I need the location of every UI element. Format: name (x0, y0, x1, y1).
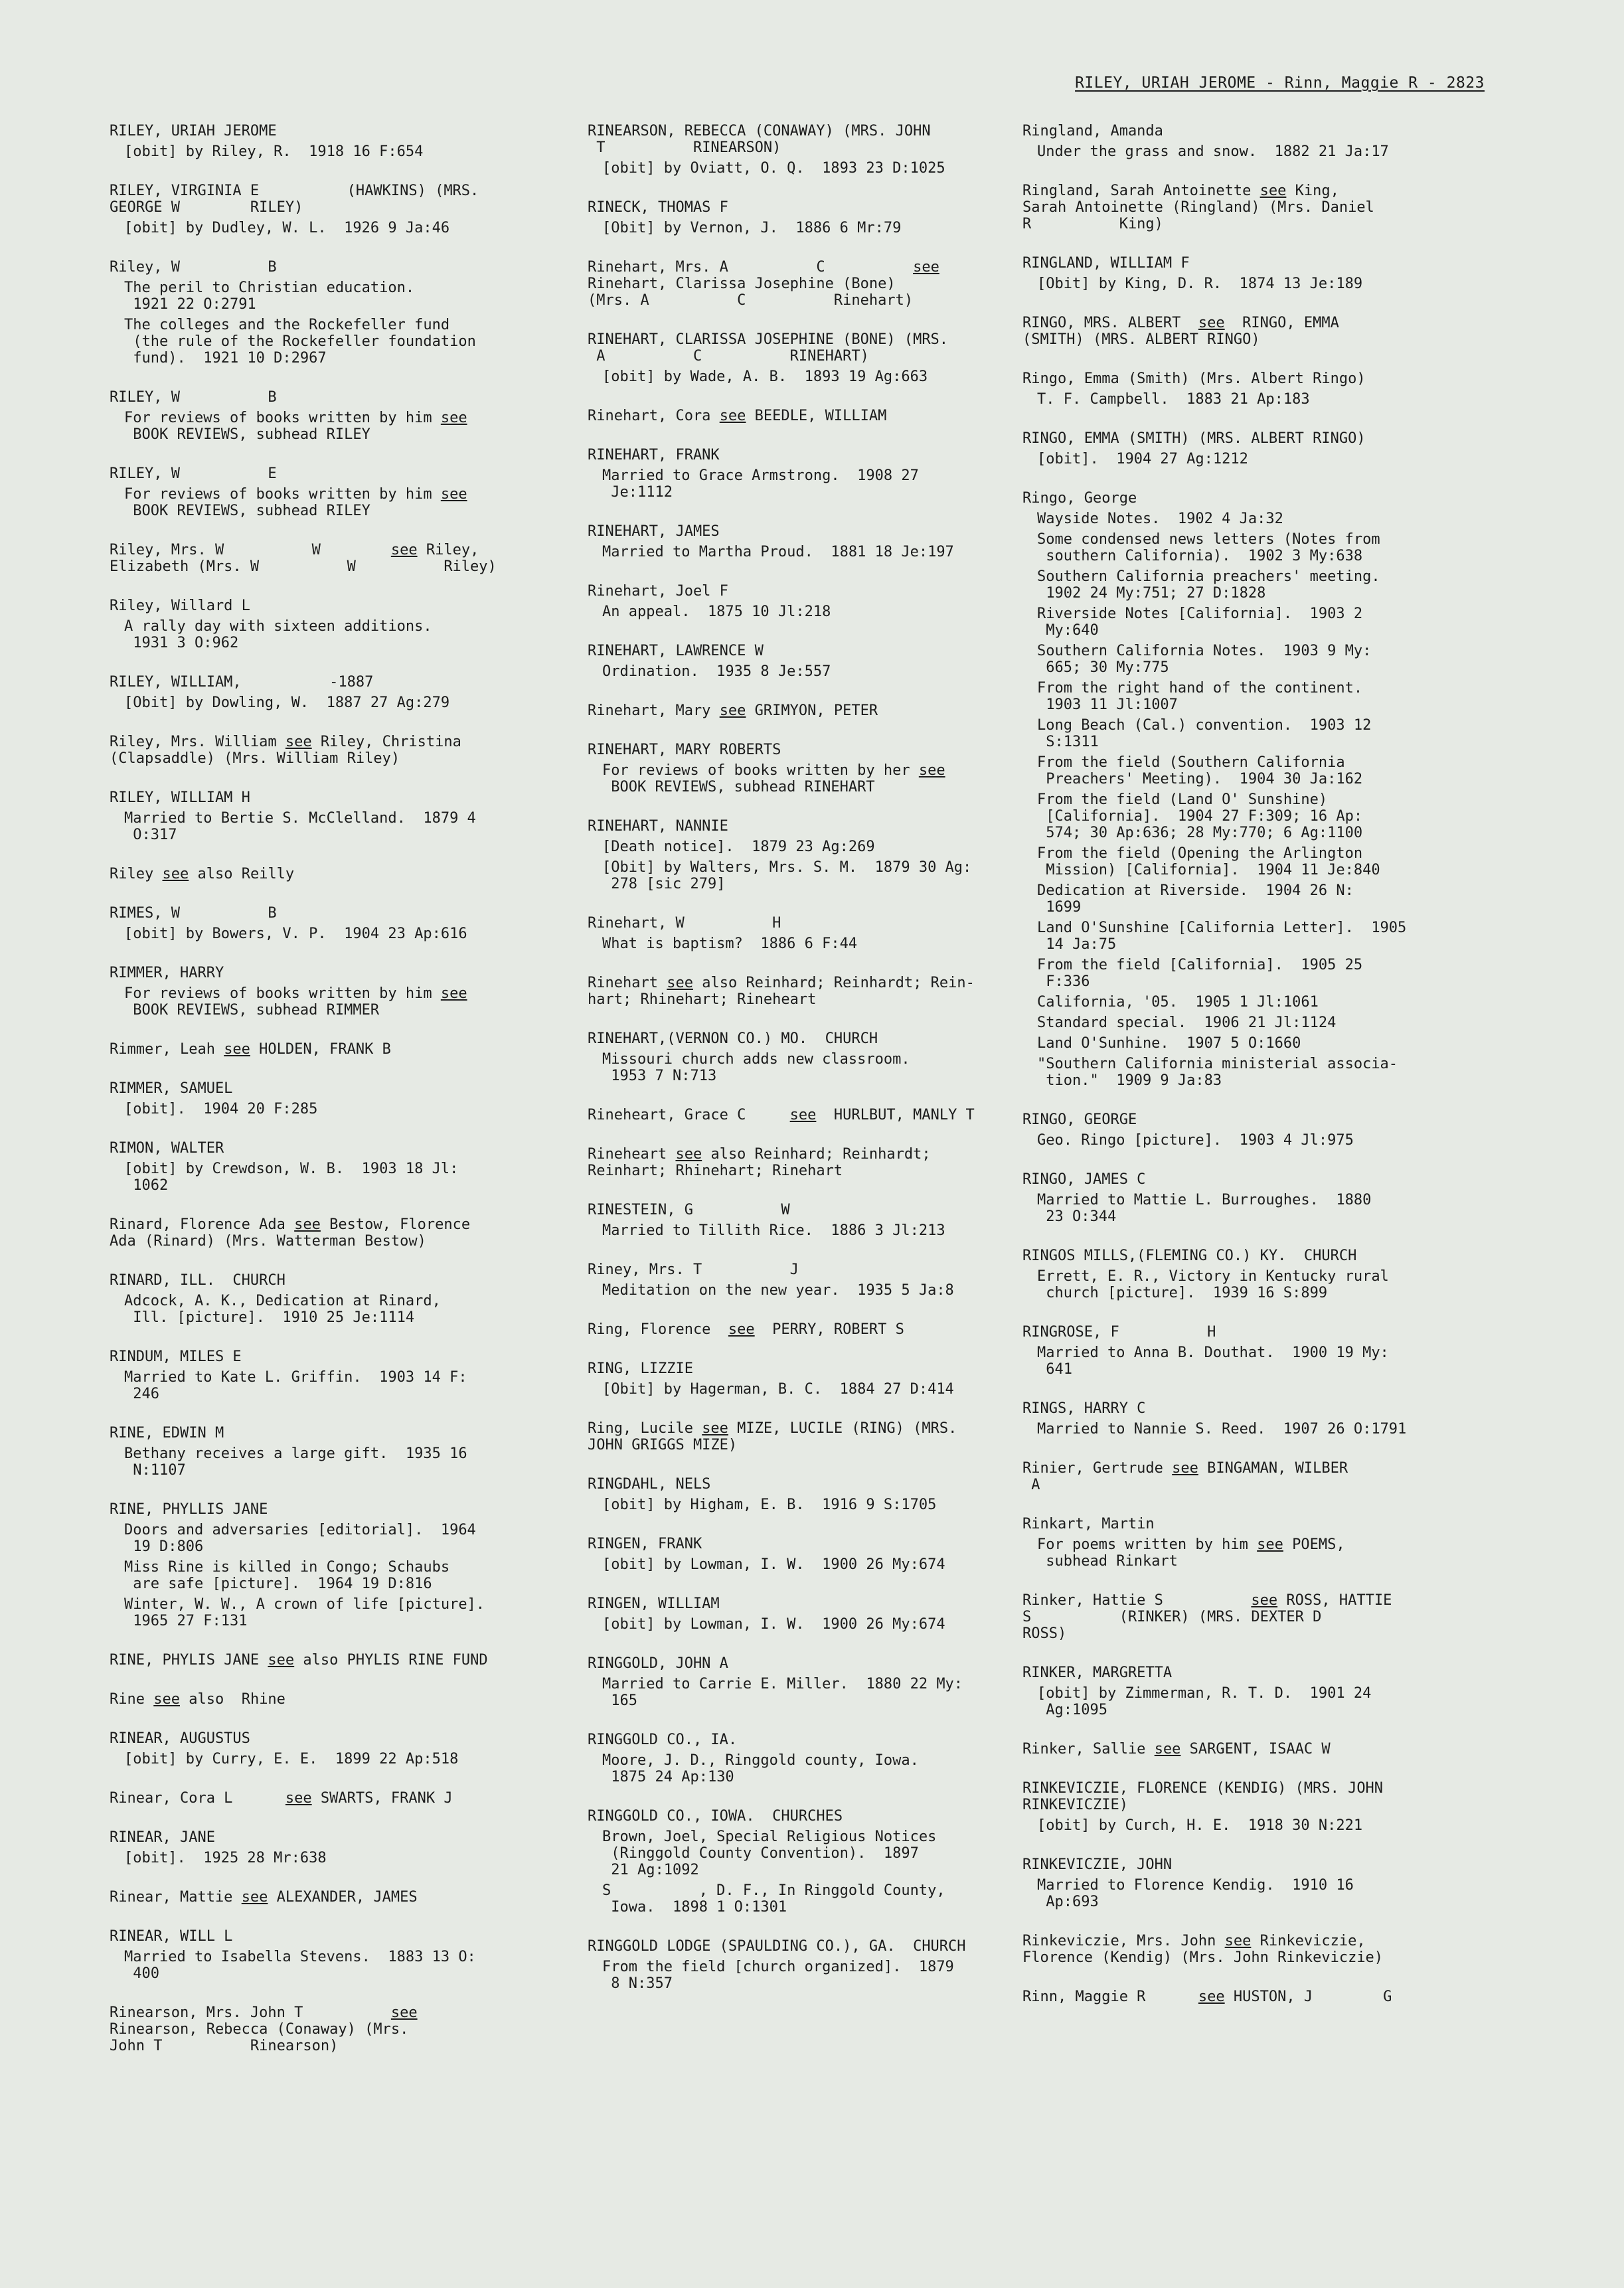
entry-citation: From the right hand of the continent. 1903 11 Jl:1007 (1037, 680, 1363, 713)
entry-citation: [obit] by Dudley, W. L. 1926 9 Ja:46 (124, 220, 450, 236)
index-entry (1022, 1933, 1447, 1966)
entry-heading: RINGO, GEORGE (1022, 1111, 1137, 1128)
entry-citation: Doors and adversaries [editorial]. 1964 19 D:806 (124, 1522, 476, 1555)
entry-citation: From the field (Land O' Sunshine) [California]. 1904 27 F:309; 16 Ap: 574; 30 Ap:636; 28 My:770; 6 Ag:1100 (1037, 791, 1363, 841)
entry-citation: [obit] by Bowers, V. P. 1904 23 Ap:616 (124, 926, 467, 942)
entry-citation: From the field [California]. 1905 25 F:336 (1037, 957, 1363, 990)
index-entry (1022, 1856, 1447, 1910)
index-entry (110, 1216, 534, 1250)
index-entry (588, 1420, 1013, 1453)
entry-heading: RING, LIZZIE (588, 1360, 693, 1377)
entry-heading: Riney, Mrs. T J (588, 1262, 799, 1278)
index-entry (588, 447, 1013, 501)
see-reference: see (918, 762, 945, 779)
entry-heading: RINGO, JAMES C (1022, 1171, 1146, 1188)
entry-heading: Rinehart, Joel F (588, 583, 728, 600)
index-entry (588, 1655, 1013, 1709)
index-entry (1022, 1171, 1447, 1225)
entry-heading: RIMMER, HARRY (110, 965, 224, 981)
entry-heading: Rimmer, Leah see HOLDEN, FRANK B (110, 1041, 391, 1058)
column-3 (1022, 123, 1447, 2028)
running-header: RILEY, URIAH JEROME - Rinn, Maggie R - 2823 (1075, 74, 1485, 92)
entry-heading: RILEY, URIAH JEROME (110, 123, 277, 139)
entry-heading: RINE, PHYLIS JANE see also PHYLIS RINE FUND (110, 1652, 488, 1669)
entry-heading: RINGDAHL, NELS (588, 1476, 711, 1493)
index-entry (588, 331, 1013, 385)
entry-citation: An appeal. 1875 10 Jl:218 (602, 604, 831, 620)
entry-citation: Bethany receives a large gift. 1935 16 N:1107 (124, 1445, 467, 1479)
entry-heading: RINGS, HARRY C (1022, 1400, 1146, 1417)
entry-citation: [obit] by Higham, E. B. 1916 9 S:1705 (602, 1497, 937, 1513)
entry-citation: Married to Isabella Stevens. 1883 13 O: 400 (124, 1949, 476, 1982)
entry-heading: RINEHART, JAMES (588, 523, 720, 540)
entry-citation: Land O'Sunhine. 1907 5 O:1660 (1037, 1035, 1301, 1052)
entry-citation: Adcock, A. K., Dedication at Rinard, Ill. [picture]. 1910 25 Je:1114 (124, 1293, 441, 1326)
entry-heading: RILEY, VIRGINIA E (HAWKINS) (MRS. GEORGE W RILEY) (110, 183, 479, 216)
entry-citation: Meditation on the new year. 1935 5 Ja:8 (602, 1282, 954, 1299)
index-entry (588, 1536, 1013, 1573)
entry-heading: RILEY, WILLIAM H (110, 789, 250, 806)
see-reference: see (390, 542, 418, 558)
entry-citation: [Obit] by Vernon, J. 1886 6 Mr:79 (602, 220, 902, 236)
index-entry (588, 742, 1013, 795)
see-reference: see (294, 1216, 321, 1233)
entry-heading: RIMES, W B (110, 905, 277, 922)
entry-citation: [Obit] by King, D. R. 1874 13 Je:189 (1037, 276, 1363, 292)
entry-heading: Riley, Mrs. W W see Riley, Elizabeth (Mrs. W W Riley) (110, 542, 497, 575)
entry-citation: Married to Florence Kendig. 1910 16 Ap:693 (1037, 1877, 1354, 1910)
index-entry (1022, 1516, 1447, 1570)
entry-citation: For reviews of books written by him see BOOK REVIEWS, subhead RIMMER (124, 985, 467, 1019)
index-entry (110, 1691, 534, 1708)
see-reference: see (702, 1420, 728, 1437)
index-entry (588, 199, 1013, 236)
entry-heading: RINKER, MARGRETTA (1022, 1665, 1173, 1681)
index-entry (588, 1107, 1013, 1123)
entry-citation: Married to Tillith Rice. 1886 3 Jl:213 (602, 1222, 945, 1239)
entry-citation: Errett, E. R., Victory in Kentucky rural church [picture]. 1939 16 S:899 (1037, 1268, 1389, 1301)
index-entry (588, 975, 1013, 1008)
index-entry (1022, 1592, 1447, 1642)
entry-heading: RINGLAND, WILLIAM F (1022, 255, 1190, 272)
entry-heading: Riley, Willard L (110, 598, 250, 614)
index-entry (1022, 430, 1447, 467)
entry-heading: Rineheart see also Reinhard; Reinhardt; Reinhart; Rhinehart; Rinehart (588, 1146, 931, 1179)
entry-heading: Ringland, Sarah Antoinette see King, Sarah Antoinette (Ringland) (Mrs. Daniel R King) (1022, 183, 1374, 232)
index-entry (1022, 1741, 1447, 1757)
index-entry (1022, 315, 1447, 348)
see-reference: see (789, 1107, 817, 1123)
entry-citation: What is baptism? 1886 6 F:44 (602, 936, 858, 952)
entry-citation: Miss Rine is killed in Congo; Schaubs are safe [picture]. 1964 19 D:816 (124, 1559, 450, 1592)
entry-citation: [Death notice]. 1879 23 Ag:269 (602, 839, 875, 855)
see-reference: see (285, 734, 312, 750)
entry-heading: RINGGOLD CO., IA. (588, 1732, 738, 1748)
entry-heading: RINGEN, FRANK (588, 1536, 702, 1552)
entry-citation: Southern California preachers' meeting. 1902 24 My:751; 27 D:1828 (1037, 568, 1380, 602)
index-entry (110, 1140, 534, 1194)
index-entry (110, 734, 534, 767)
entry-heading: RINEARSON, REBECCA (CONAWAY) (MRS. JOHN T RINEARSON) (588, 123, 931, 156)
entry-heading: Rinehart, Mrs. A C see Rinehart, Clarissa Josephine (Bone) (Mrs. A C Rinehart) (588, 259, 939, 309)
index-entry (110, 1790, 534, 1807)
entry-heading: RINESTEIN, G W (588, 1202, 790, 1218)
entry-citation: Married to Anna B. Douthat. 1900 19 My: 641 (1037, 1345, 1389, 1378)
entry-heading: Rineheart, Grace C see HURLBUT, MANLY T (588, 1107, 975, 1123)
entry-citation: Married to Bertie S. McClelland. 1879 4 O:317 (124, 810, 476, 843)
index-entry (110, 789, 534, 843)
index-entry (588, 1476, 1013, 1513)
entry-heading: RINGGOLD CO., IOWA. CHURCHES (588, 1808, 843, 1825)
index-entry (110, 1080, 534, 1117)
entry-citation: [obit]. 1904 20 F:285 (124, 1101, 318, 1117)
entry-citation: [obit] by Wade, A. B. 1893 19 Ag:663 (602, 368, 928, 385)
entry-citation: [obit]. 1904 27 Ag:1212 (1037, 451, 1248, 467)
index-entry (1022, 1324, 1447, 1378)
entry-heading: RINGO, MRS. ALBERT see RINGO, EMMA (SMITH) (MRS. ALBERT RINGO) (1022, 315, 1339, 348)
entry-heading: RINGGOLD LODGE (SPAULDING CO.), GA. CHURCH (588, 1938, 966, 1955)
entry-heading: RINEHART,(VERNON CO.) MO. CHURCH (588, 1030, 878, 1047)
entry-citation: Married to Martha Proud. 1881 18 Je:197 (602, 544, 954, 560)
index-entry (1022, 1989, 1447, 2005)
entry-heading: RIMON, WALTER (110, 1140, 224, 1157)
entry-heading: Rinehart, Cora see BEEDLE, WILLIAM (588, 408, 887, 424)
see-reference: see (1224, 1933, 1252, 1949)
entry-heading: Rinear, Mattie see ALEXANDER, JAMES (110, 1889, 418, 1906)
entry-heading: RINEHART, FRANK (588, 447, 720, 463)
index-entry (1022, 1248, 1447, 1301)
entry-citation: For reviews of books written by her see BOOK REVIEWS, subhead RINEHART (602, 762, 945, 795)
see-reference: see (1251, 1592, 1278, 1609)
see-reference: see (719, 408, 746, 424)
index-entry (1022, 183, 1447, 232)
entry-citation: [obit]. 1925 28 Mr:638 (124, 1850, 327, 1866)
entry-heading: RINEAR, AUGUSTUS (110, 1730, 250, 1747)
index-entry (588, 1938, 1013, 1992)
entry-citation: [Obit] by Hagerman, B. C. 1884 27 D:414 (602, 1381, 954, 1398)
index-entry (588, 1202, 1013, 1239)
index-entry (1022, 490, 1447, 1089)
see-reference: see (268, 1652, 295, 1669)
index-entry (588, 1321, 1013, 1338)
entry-citation: Land O'Sunshine [California Letter]. 1905 14 Ja:75 (1037, 920, 1407, 953)
entry-citation: Standard special. 1906 21 Jl:1124 (1037, 1015, 1337, 1031)
see-reference: see (1154, 1741, 1181, 1757)
entry-citation: [Obit] by Dowling, W. 1887 27 Ag:279 (124, 695, 450, 711)
index-entry (110, 1829, 534, 1866)
see-reference: see (913, 259, 939, 276)
see-reference: see (1172, 1460, 1198, 1477)
see-reference: see (1198, 315, 1225, 331)
entry-citation: Married to Grace Armstrong. 1908 27 Je:1112 (602, 467, 919, 501)
entry-citation: The colleges and the Rockefeller fund (the rule of the Rockefeller foundation fund). 1921 10 D:2967 (124, 317, 476, 367)
column-1 (110, 123, 534, 2077)
entry-heading: Rinn, Maggie R see HUSTON, J G (1022, 1989, 1392, 2005)
entry-heading: RINECK, THOMAS F (588, 199, 728, 216)
entry-heading: Ringo, Emma (Smith) (Mrs. Albert Ringo) (1022, 370, 1366, 387)
entry-heading: Ringland, Amanda (1022, 123, 1163, 139)
index-entry (588, 643, 1013, 680)
entry-citation: [obit] by Zimmerman, R. T. D. 1901 24 Ag:1095 (1037, 1685, 1372, 1718)
entry-heading: RINARD, ILL. CHURCH (110, 1272, 285, 1289)
entry-citation: Some condensed news letters (Notes from southern California). 1902 3 My:638 (1037, 531, 1380, 564)
entry-heading: RINGOS MILLS,(FLEMING CO.) KY. CHURCH (1022, 1248, 1357, 1264)
index-entry (110, 542, 534, 575)
index-entry (110, 905, 534, 942)
index-entry (588, 1262, 1013, 1299)
index-entry (1022, 1780, 1447, 1834)
entry-heading: Rinearson, Mrs. John T see Rinearson, Rebecca (Conaway) (Mrs. John T Rinearson) (110, 2004, 418, 2054)
index-entry (588, 1146, 1013, 1179)
entry-heading: RINEHART, MARY ROBERTS (588, 742, 781, 758)
index-entry (588, 523, 1013, 560)
index-entry (1022, 123, 1447, 160)
entry-citation: Geo. Ringo [picture]. 1903 4 Jl:975 (1037, 1132, 1354, 1149)
entry-citation: [obit] by Curch, H. E. 1918 30 N:221 (1037, 1817, 1363, 1834)
index-entry (588, 915, 1013, 952)
entry-citation: From the field (Opening the Arlington Mission) [California]. 1904 11 Je:840 (1037, 845, 1380, 878)
entry-citation: The peril to Christian education. 1921 22 O:2791 (124, 280, 415, 313)
index-entry (110, 965, 534, 1019)
entry-heading: RINEHART, NANNIE (588, 818, 728, 835)
entry-citation: Under the grass and snow. 1882 21 Ja:17 (1037, 143, 1389, 160)
index-entry (110, 1652, 534, 1669)
entry-citation: Missouri church adds new classroom. 1953 7 N:713 (602, 1051, 910, 1084)
index-entry (1022, 255, 1447, 292)
entry-heading: RINEAR, WILL L (110, 1928, 233, 1945)
see-reference: see (728, 1321, 755, 1338)
entry-heading: Rinker, Hattie S see ROSS, HATTIE S (RINKER) (MRS. DEXTER D ROSS) (1022, 1592, 1392, 1642)
entry-heading: Riley, W B (110, 259, 277, 276)
index-entry (110, 259, 534, 367)
entry-citation: T. F. Campbell. 1883 21 Ap:183 (1037, 391, 1310, 408)
entry-heading: RINE, EDWIN M (110, 1425, 224, 1441)
entry-citation: From the field [church organized]. 1879 8 N:357 (602, 1959, 954, 1992)
index-entry (588, 702, 1013, 719)
entry-citation: Winter, W. W., A crown of life [picture]. 1965 27 F:131 (124, 1596, 485, 1629)
entry-citation: [Obit] by Walters, Mrs. S. M. 1879 30 Ag: 278 [sic 279] (602, 859, 972, 892)
index-entry (110, 1889, 534, 1906)
entry-heading: RINEAR, JANE (110, 1829, 215, 1846)
column-2 (588, 123, 1013, 2014)
entry-citation: Ordination. 1935 8 Je:557 (602, 663, 831, 680)
see-reference: see (1257, 1536, 1283, 1553)
entry-heading: Ringo, George (1022, 490, 1137, 507)
entry-citation: Married to Mattie L. Burroughes. 1880 23 O:344 (1037, 1192, 1372, 1225)
entry-citation: Moore, J. D., Ringgold county, Iowa. 1875 24 Ap:130 (602, 1752, 919, 1785)
see-reference: see (285, 1790, 312, 1807)
see-reference: see (440, 410, 467, 426)
entry-citation: [obit] by Lowman, I. W. 1900 26 My:674 (602, 1556, 945, 1573)
entry-heading: Riley, Mrs. William see Riley, Christina (Clapsaddle) (Mrs. William Riley) (110, 734, 461, 767)
entry-citation: Married to Carrie E. Miller. 1880 22 My: 165 (602, 1676, 963, 1709)
index-entry (588, 1030, 1013, 1084)
entry-heading: RILEY, W E (110, 465, 277, 482)
entry-citation: For poems written by him see POEMS, subhead Rinkart (1037, 1536, 1345, 1570)
entry-citation: [obit] by Crewdson, W. B. 1903 18 Jl: 1062 (124, 1161, 459, 1194)
index-entry (110, 674, 534, 711)
index-entry (110, 123, 534, 160)
index-entry (110, 389, 534, 443)
index-entry (110, 1730, 534, 1767)
entry-citation: Southern California Notes. 1903 9 My: 665; 30 My:775 (1037, 643, 1372, 676)
index-entry (1022, 1665, 1447, 1718)
entry-heading: Rinkart, Martin (1022, 1516, 1155, 1532)
see-reference: see (241, 1889, 268, 1906)
entry-heading: RINDUM, MILES E (110, 1348, 242, 1365)
see-reference: see (440, 985, 467, 1002)
see-reference: see (1198, 1989, 1225, 2005)
entry-heading: Rine see also Rhine (110, 1691, 285, 1708)
entry-heading: Riley see also Reilly (110, 866, 295, 882)
entry-heading: Rinehart, Mary see GRIMYON, PETER (588, 702, 878, 719)
entry-heading: Ring, Lucile see MIZE, LUCILE (RING) (MRS. JOHN GRIGGS MIZE) (588, 1420, 957, 1453)
entry-heading: RINEHART, CLARISSA JOSEPHINE (BONE) (MRS. A C RINEHART) (588, 331, 949, 365)
index-entry (588, 259, 1013, 309)
see-reference: see (667, 975, 693, 991)
entry-citation: Wayside Notes. 1902 4 Ja:32 (1037, 511, 1283, 527)
index-entry (588, 1360, 1013, 1398)
entry-heading: RINKEVICZIE, FLORENCE (KENDIG) (MRS. JOHN RINKEVICZIE) (1022, 1780, 1384, 1813)
index-entry (588, 1595, 1013, 1633)
entry-heading: RILEY, WILLIAM, -1887 (110, 674, 374, 691)
see-reference: see (153, 1691, 180, 1708)
entry-citation: California, '05. 1905 1 Jl:1061 (1037, 994, 1319, 1011)
entry-heading: Rinehart, W H (588, 915, 781, 932)
entry-heading: RIMMER, SAMUEL (110, 1080, 233, 1097)
entry-heading: RINKEVICZIE, JOHN (1022, 1856, 1173, 1873)
see-reference: see (1259, 183, 1287, 199)
index-entry (110, 1348, 534, 1402)
index-entry (1022, 1460, 1447, 1493)
entry-heading: Rinehart see also Reinhard; Reinhardt; Rein- hart; Rhinehart; Rineheart (588, 975, 975, 1008)
index-entry (110, 866, 534, 882)
entry-citation: Brown, Joel, Special Religious Notices (Ringgold County Convention). 1897 21 Ag:1092 (602, 1829, 937, 1878)
index-entry (110, 465, 534, 519)
entry-heading: RINGGOLD, JOHN A (588, 1655, 728, 1672)
entry-heading: RILEY, W B (110, 389, 277, 406)
entry-citation: From the field (Southern California Preachers' Meeting). 1904 30 Ja:162 (1037, 754, 1363, 787)
index-entry (110, 598, 534, 651)
entry-citation: Married to Kate L. Griffin. 1903 14 F: 246 (124, 1369, 467, 1402)
entry-heading: RINEHART, LAWRENCE W (588, 643, 764, 659)
entry-citation: Riverside Notes [California]. 1903 2 My:640 (1037, 606, 1363, 639)
index-entry (110, 2004, 534, 2054)
entry-citation: A rally day with sixteen additions. 1931 3 O:962 (124, 618, 432, 651)
index-entry (110, 1928, 534, 1982)
see-reference: see (162, 866, 189, 882)
see-reference: see (224, 1041, 250, 1058)
entry-citation: For reviews of books written by him see BOOK REVIEWS, subhead RILEY (124, 410, 467, 443)
entry-citation: [obit] by Oviatt, O. Q. 1893 23 D:1025 (602, 160, 945, 177)
index-entry (110, 1041, 534, 1058)
entry-citation: [obit] by Curry, E. E. 1899 22 Ap:518 (124, 1751, 459, 1767)
entry-heading: Rinker, Sallie see SARGENT, ISAAC W (1022, 1741, 1331, 1757)
entry-citation: Married to Nannie S. Reed. 1907 26 O:1791 (1037, 1421, 1407, 1437)
see-reference: see (675, 1146, 702, 1163)
entry-citation: [obit] by Lowman, I. W. 1900 26 My:674 (602, 1616, 945, 1633)
index-entry (1022, 370, 1447, 408)
entry-citation: Dedication at Riverside. 1904 26 N: 1699 (1037, 882, 1354, 916)
see-reference: see (440, 486, 467, 503)
index-entry (110, 1272, 534, 1326)
entry-heading: Rinkeviczie, Mrs. John see Rinkeviczie, Florence (Kendig) (Mrs. John Rinkeviczie) (1022, 1933, 1384, 1966)
index-entry (110, 183, 534, 236)
index-entry (588, 583, 1013, 620)
entry-heading: Rinier, Gertrude see BINGAMAN, WILBER A (1022, 1460, 1348, 1493)
see-reference: see (719, 702, 746, 719)
index-entry (588, 123, 1013, 177)
entry-heading: RINGEN, WILLIAM (588, 1595, 720, 1612)
entry-citation: [obit] by Riley, R. 1918 16 F:654 (124, 143, 424, 160)
entry-citation: Long Beach (Cal.) convention. 1903 12 S:1311 (1037, 717, 1372, 750)
index-entry (110, 1501, 534, 1629)
index-entry (588, 1808, 1013, 1916)
index-entry (588, 1732, 1013, 1785)
index-entry (1022, 1111, 1447, 1149)
entry-heading: RINE, PHYLLIS JANE (110, 1501, 268, 1518)
index-entry (1022, 1400, 1447, 1437)
entry-citation: "Southern California ministerial associa- tion." 1909 9 Ja:83 (1037, 1056, 1398, 1089)
entry-citation: For reviews of books written by him see BOOK REVIEWS, subhead RILEY (124, 486, 467, 519)
entry-heading: RINGO, EMMA (SMITH) (MRS. ALBERT RINGO) (1022, 430, 1366, 447)
index-entry (110, 1425, 534, 1479)
index-entry (588, 818, 1013, 892)
see-reference: see (390, 2004, 418, 2021)
entry-heading: RINGROSE, F H (1022, 1324, 1216, 1341)
index-entry (588, 408, 1013, 424)
entry-heading: Rinard, Florence Ada see Bestow, Florence Ada (Rinard) (Mrs. Watterman Bestow) (110, 1216, 471, 1250)
entry-heading: Ring, Florence see PERRY, ROBERT S (588, 1321, 904, 1338)
entry-citation: S , D. F., In Ringgold County, Iowa. 1898 1 O:1301 (602, 1882, 945, 1916)
entry-heading: Rinear, Cora L see SWARTS, FRANK J (110, 1790, 453, 1807)
